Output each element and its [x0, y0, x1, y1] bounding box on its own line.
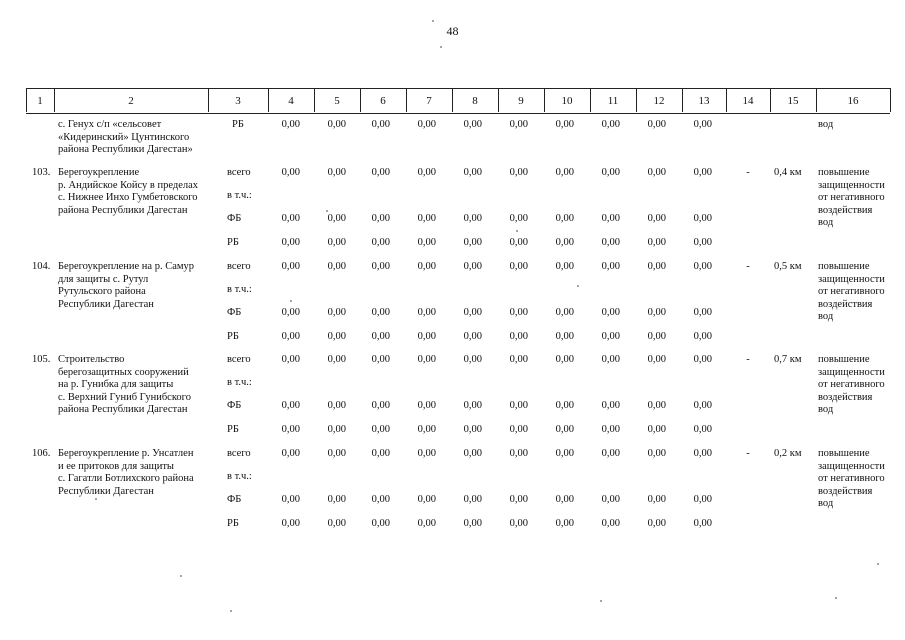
purpose-line: вод [818, 217, 834, 228]
purpose-line: повышение [818, 354, 870, 365]
value-cell: 0,00 [509, 237, 528, 248]
length-value: 0,2 км [774, 448, 802, 459]
column-header: 7 [426, 95, 432, 107]
value-cell: 0,00 [509, 424, 528, 435]
object-name-line: района Республики Дагестан» [58, 144, 193, 155]
fund-label: всего [227, 261, 251, 272]
purpose-text: вод [818, 119, 834, 130]
value-cell: 0,00 [601, 331, 620, 342]
purpose-line: повышение [818, 261, 870, 272]
value-cell: 0,00 [327, 119, 346, 130]
purpose-line: воздействия [818, 298, 873, 310]
value-cell: 0,00 [463, 518, 482, 529]
value-cell: 0,00 [371, 424, 390, 435]
scan-speck [180, 575, 182, 577]
value-cell: 0,00 [647, 307, 666, 318]
value-cell: 0,00 [647, 448, 666, 459]
value-cell: 0,00 [371, 167, 390, 178]
value-cell: 0,00 [601, 494, 620, 505]
purpose-line: повышение [818, 167, 870, 178]
column-header: 16 [847, 95, 859, 107]
object-name-line: Республики Дагестан [58, 485, 154, 497]
value-cell: 0,00 [327, 518, 346, 529]
value-cell: 0,00 [327, 261, 346, 272]
scan-speck [835, 597, 837, 599]
value-cell: 0,00 [281, 494, 300, 505]
value-cell: 0,00 [555, 167, 574, 178]
value-cell: 0,00 [647, 354, 666, 365]
purpose-line: защищенности [818, 273, 885, 285]
value-cell: 0,00 [417, 400, 436, 411]
value-cell: 0,00 [463, 494, 482, 505]
object-name-line: берегозащитных сооружений [58, 366, 189, 378]
value-cell: 0,00 [327, 424, 346, 435]
value-cell: 0,00 [509, 448, 528, 459]
fund-label: всего [227, 448, 251, 459]
purpose-line: от негативного [818, 192, 885, 203]
value-cell: 0,00 [417, 518, 436, 529]
value-cell: 0,00 [327, 307, 346, 318]
fund-label: РБ [227, 237, 239, 248]
value-cell: 0,00 [327, 331, 346, 342]
value-cell: 0,00 [281, 424, 300, 435]
value-cell: 0,00 [555, 237, 574, 248]
value-cell: 0,00 [647, 237, 666, 248]
value-cell: 0,00 [693, 354, 712, 365]
value-cell: 0,00 [555, 518, 574, 529]
entry-number: 105. [32, 354, 51, 365]
value-cell: 0,00 [693, 237, 712, 248]
value-cell: 0,00 [371, 237, 390, 248]
value-cell: 0,00 [417, 331, 436, 342]
value-cell: 0,00 [281, 307, 300, 318]
value-cell: 0,00 [463, 261, 482, 272]
value-cell: 0,00 [647, 261, 666, 272]
value-cell: 0,00 [463, 307, 482, 318]
value-cell: 0,00 [555, 307, 574, 318]
length-value: 0,4 км [774, 167, 802, 178]
scan-speck [440, 46, 442, 48]
value-cell: 0,00 [463, 331, 482, 342]
object-name-line: с. Верхний Гуниб Гунибского [58, 391, 191, 403]
scan-speck [577, 285, 579, 287]
value-cell: 0,00 [647, 119, 666, 130]
column-header: 6 [380, 95, 386, 107]
value-cell: 0,00 [327, 448, 346, 459]
col14-value: - [746, 167, 750, 178]
scan-speck [432, 20, 434, 22]
purpose-line: вод [818, 498, 834, 509]
value-cell: 0,00 [463, 400, 482, 411]
object-name-line: района Республики Дагестан [58, 204, 188, 216]
column-header: 8 [472, 95, 478, 107]
value-cell: 0,00 [647, 424, 666, 435]
value-cell: 0,00 [371, 494, 390, 505]
scan-speck [230, 610, 232, 612]
value-cell: 0,00 [463, 448, 482, 459]
value-cell: 0,00 [509, 400, 528, 411]
value-cell: 0,00 [371, 331, 390, 342]
value-cell: 0,00 [647, 213, 666, 224]
purpose-line: вод [818, 404, 834, 415]
purpose-line: воздействия [818, 485, 873, 497]
fund-label: ФБ [227, 400, 242, 411]
column-header: 11 [607, 95, 619, 107]
value-cell: 0,00 [327, 494, 346, 505]
object-name-line: для защиты с. Рутул [58, 273, 149, 285]
purpose-line: защищенности [818, 460, 885, 472]
value-cell: 0,00 [463, 167, 482, 178]
value-cell: 0,00 [601, 424, 620, 435]
object-name-line: на р. Гунибка для защиты [58, 379, 174, 390]
purpose-line: защищенности [818, 366, 885, 378]
value-cell: 0,00 [417, 237, 436, 248]
object-name-line: Республики Дагестан [58, 298, 154, 310]
purpose-line: воздействия [818, 204, 873, 216]
value-cell: 0,00 [693, 119, 712, 130]
scan-speck [95, 498, 97, 500]
fund-label: всего [227, 167, 251, 178]
scan-speck [326, 210, 328, 212]
value-cell: 0,00 [371, 307, 390, 318]
value-cell: 0,00 [281, 167, 300, 178]
value-cell: 0,00 [509, 331, 528, 342]
fund-label: ФБ [227, 213, 242, 224]
column-header: 1 [37, 95, 43, 107]
value-cell: 0,00 [463, 354, 482, 365]
column-header: 5 [334, 95, 340, 107]
value-cell: 0,00 [371, 261, 390, 272]
value-cell: 0,00 [281, 237, 300, 248]
value-cell: 0,00 [555, 424, 574, 435]
purpose-line: вод [818, 311, 834, 322]
value-cell: 0,00 [463, 213, 482, 224]
fund-label: ФБ [227, 494, 242, 505]
value-cell: 0,00 [601, 167, 620, 178]
value-cell: 0,00 [693, 307, 712, 318]
value-cell: 0,00 [281, 331, 300, 342]
value-cell: 0,00 [509, 354, 528, 365]
value-cell: 0,00 [555, 119, 574, 130]
column-header: 4 [288, 95, 294, 107]
value-cell: 0,00 [601, 307, 620, 318]
value-cell: 0,00 [371, 213, 390, 224]
value-cell: 0,00 [463, 237, 482, 248]
value-cell: 0,00 [417, 354, 436, 365]
value-cell: 0,00 [693, 448, 712, 459]
value-cell: 0,00 [281, 354, 300, 365]
value-cell: 0,00 [417, 494, 436, 505]
column-header: 10 [561, 95, 573, 107]
value-cell: 0,00 [281, 400, 300, 411]
value-cell: 0,00 [417, 213, 436, 224]
value-cell: 0,00 [555, 494, 574, 505]
value-cell: 0,00 [601, 261, 620, 272]
value-cell: 0,00 [417, 448, 436, 459]
column-header: 3 [235, 95, 241, 107]
value-cell: 0,00 [509, 307, 528, 318]
fund-label: всего [227, 354, 251, 365]
value-cell: 0,00 [601, 400, 620, 411]
value-cell: 0,00 [555, 261, 574, 272]
value-cell: 0,00 [693, 494, 712, 505]
fund-label: в т.ч.: [227, 377, 252, 388]
value-cell: 0,00 [601, 518, 620, 529]
purpose-line: защищенности [818, 179, 885, 191]
value-cell: 0,00 [693, 261, 712, 272]
value-cell: 0,00 [281, 213, 300, 224]
value-cell: 0,00 [509, 213, 528, 224]
entry-number: 104. [32, 261, 51, 272]
object-name-line: и ее притоков для защиты [58, 460, 174, 472]
purpose-line: от негативного [818, 286, 885, 297]
value-cell: 0,00 [693, 167, 712, 178]
col14-value: - [746, 261, 750, 272]
scan-speck [600, 600, 602, 602]
entry-number: 106. [32, 448, 51, 459]
object-name-line: Берегоукрепление р. Унсатлен [58, 448, 194, 459]
value-cell: 0,00 [509, 261, 528, 272]
value-cell: 0,00 [463, 424, 482, 435]
value-cell: 0,00 [417, 261, 436, 272]
object-name-line: р. Андийское Койсу в пределах [58, 179, 199, 191]
value-cell: 0,00 [601, 448, 620, 459]
value-cell: 0,00 [371, 119, 390, 130]
value-cell: 0,00 [509, 494, 528, 505]
value-cell: 0,00 [647, 167, 666, 178]
object-name-line: с. Нижнее Инхо Гумбетовского [58, 192, 198, 203]
object-name-line: с. Генух с/п «сельсовет [58, 119, 162, 130]
entry-number: 103. [32, 167, 51, 178]
value-cell: 0,00 [509, 119, 528, 130]
fund-label: в т.ч.: [227, 471, 252, 482]
value-cell: 0,00 [647, 400, 666, 411]
value-cell: 0,00 [281, 119, 300, 130]
scan-speck [516, 230, 518, 232]
fund-label: в т.ч.: [227, 190, 252, 201]
page-number: 48 [446, 24, 459, 38]
value-cell: 0,00 [601, 213, 620, 224]
value-cell: 0,00 [417, 424, 436, 435]
scan-speck [877, 563, 879, 565]
fund-label: в т.ч.: [227, 284, 252, 295]
value-cell: 0,00 [371, 354, 390, 365]
value-cell: 0,00 [693, 518, 712, 529]
column-header: 15 [787, 95, 799, 107]
value-cell: 0,00 [417, 307, 436, 318]
column-header: 9 [518, 95, 524, 107]
object-name-line: Рутульского района [58, 286, 146, 297]
length-value: 0,7 км [774, 354, 802, 365]
object-name-line: «Кидеринский» Цунтинского [58, 131, 190, 143]
value-cell: 0,00 [281, 518, 300, 529]
fund-label: ФБ [227, 307, 242, 318]
object-name-line: Берегоукрепление на р. Самур [58, 261, 195, 272]
value-cell: 0,00 [327, 400, 346, 411]
value-cell: 0,00 [693, 331, 712, 342]
object-name-line: Строительство [58, 354, 125, 365]
value-cell: 0,00 [555, 448, 574, 459]
value-cell: 0,00 [647, 518, 666, 529]
value-cell: 0,00 [555, 400, 574, 411]
value-cell: 0,00 [371, 518, 390, 529]
value-cell: 0,00 [509, 518, 528, 529]
scan-speck [290, 300, 292, 302]
value-cell: 0,00 [327, 237, 346, 248]
purpose-line: воздействия [818, 391, 873, 403]
value-cell: 0,00 [555, 331, 574, 342]
value-cell: 0,00 [601, 237, 620, 248]
length-value: 0,5 км [774, 261, 802, 272]
value-cell: 0,00 [371, 448, 390, 459]
fund-label: РБ [227, 424, 239, 435]
col14-value: - [746, 448, 750, 459]
value-cell: 0,00 [601, 119, 620, 130]
value-cell: 0,00 [327, 354, 346, 365]
column-header: 14 [742, 95, 754, 107]
value-cell: 0,00 [693, 400, 712, 411]
fund-label: РБ [232, 119, 244, 130]
object-name-line: Берегоукрепление [58, 167, 140, 178]
purpose-line: от негативного [818, 379, 885, 390]
value-cell: 0,00 [509, 167, 528, 178]
col14-value: - [746, 354, 750, 365]
value-cell: 0,00 [693, 424, 712, 435]
value-cell: 0,00 [647, 494, 666, 505]
value-cell: 0,00 [601, 354, 620, 365]
value-cell: 0,00 [327, 167, 346, 178]
value-cell: 0,00 [693, 213, 712, 224]
value-cell: 0,00 [555, 354, 574, 365]
value-cell: 0,00 [327, 213, 346, 224]
value-cell: 0,00 [417, 167, 436, 178]
value-cell: 0,00 [281, 261, 300, 272]
purpose-line: повышение [818, 448, 870, 459]
object-name-line: с. Гагатли Ботлихского района [58, 473, 194, 484]
value-cell: 0,00 [647, 331, 666, 342]
object-name-line: района Республики Дагестан [58, 404, 188, 415]
column-header: 2 [128, 95, 134, 107]
value-cell: 0,00 [371, 400, 390, 411]
value-cell: 0,00 [555, 213, 574, 224]
value-cell: 0,00 [463, 119, 482, 130]
value-cell: 0,00 [281, 448, 300, 459]
fund-label: РБ [227, 518, 239, 529]
column-header: 13 [698, 95, 710, 107]
column-header: 12 [653, 95, 665, 107]
value-cell: 0,00 [417, 119, 436, 130]
purpose-line: от негативного [818, 473, 885, 484]
fund-label: РБ [227, 331, 239, 342]
